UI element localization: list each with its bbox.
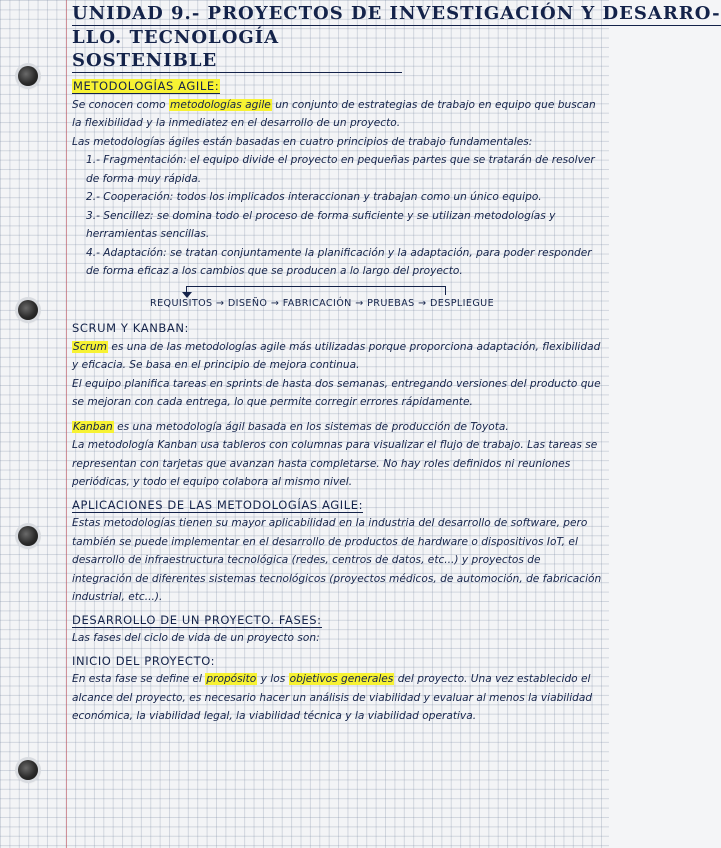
kanban-paragraph-1: Kanban es una metodología ágil basada en los sistemas de producción de Toyota. — [73, 420, 509, 433]
project-intro: Las fases del ciclo de vida de un proyecto son: — [72, 632, 320, 644]
process-flow-diagram — [150, 295, 603, 314]
binder-ring — [18, 760, 38, 780]
heading-project-phases: DESARROLLO DE UN PROYECTO. FASES: — [72, 612, 322, 627]
agile-paragraph-1: Se conocen como metodologías agile un conjunto de estrategias de trabajo en equipo que buscan la flexibilidad y la inmediatez en el desarrollo de un proyecto. — [72, 98, 596, 129]
subheading-project-start: INICIO DEL PROYECTO: — [72, 653, 216, 668]
principle-item-4: 4.- Adaptación: se tratan conjuntamente la planificación y la adaptación, para poder responder de forma eficaz a los cambios que se producen a lo largo del proyecto. — [86, 246, 592, 277]
applications-paragraph: Estas metodologías tienen su mayor aplicabilidad en la industria del desarrollo de software, pero también se puede implementar en el desarrollo de productos de hardware o dispositivos IoT, el desarrollo de infraestructura tecnológica (redes, centros de datos, etc...) y proyectos de integración de diferentes sistemas tecnológicos (proyectos médicos, de automoción, de fabricación industrial, etc...). — [72, 517, 602, 603]
highlight-metodologias-agile: metodologías agile — [170, 98, 271, 111]
highlight-scrum: Scrum — [73, 340, 107, 353]
heading-agile: METODOLOGÍAS AGILE: — [73, 79, 220, 93]
handwritten-notes — [72, 2, 721, 848]
feedback-arrow — [186, 286, 446, 295]
highlight-kanban: Kanban — [73, 420, 113, 433]
scrum-paragraph-2: El equipo planifica tareas en sprints de hasta dos semanas, entregando versiones del producto que se mejoran con cada entrega, lo que permite corregir errores rápidamente. — [72, 377, 601, 408]
agile-paragraph-2: Las metodologías ágiles están basadas en cuatro principios de trabajo fundamentales: — [72, 135, 533, 148]
process-flow-text: REQUISITOS → DISEÑO → FABRICACIÓN → PRUEBAS → DESPLIEGUE — [150, 297, 495, 309]
title-line-2: LLO. TECNOLOGÍA SOSTENIBLE — [72, 26, 402, 73]
binder-ring — [18, 526, 38, 546]
page-title — [72, 2, 721, 73]
scrum-paragraph-1: Scrum es una de las metodologías agile más utilizadas porque proporciona adaptación, flexibilidad y eficacia. Se basa en el principio de mejora continua. — [72, 340, 601, 371]
kanban-paragraph-2: La metodología Kanban usa tableros con columnas para visualizar el flujo de trabajo. Las tareas se representan con tarjetas que avanzan hasta completarse. No hay roles definidos ni reuniones periódicas, y todo el equipo colabora al mismo nivel. — [72, 439, 598, 488]
highlight-objetivos: objetivos generales — [289, 673, 394, 685]
project-start-paragraph: En esta fase se define el propósito y los objetivos generales del proyecto. Una vez establecido el alcance del proyecto, es necesario hacer un análisis de viabilidad y evaluar al menos la viabilidad económica, la viabilidad legal, la viabilidad técnica y la viabilidad operativa. — [72, 673, 593, 722]
binder-ring — [18, 66, 38, 86]
heading-applications: APLICACIONES DE LAS METODOLOGÍAS AGILE: — [72, 497, 364, 512]
principle-item-1: 1.- Fragmentación: el equipo divide el proyecto en pequeñas partes que se tratarán de resolver de forma muy rápida. — [86, 154, 595, 185]
principle-item-3: 3.- Sencillez: se domina todo el proceso de forma suficiente y se utilizan metodologías y herramientas sencillas. — [86, 209, 556, 240]
heading-scrum-kanban: SCRUM Y KANBAN: — [72, 321, 190, 335]
title-line-1: UNIDAD 9.- PROYECTOS DE INVESTIGACIÓN Y DESARRO- — [72, 3, 721, 24]
highlight-proposito: propósito — [206, 673, 257, 685]
binder-ring — [18, 300, 38, 320]
margin-line — [66, 0, 67, 848]
principle-item-2: 2.- Cooperación: todos los implicados interaccionan y trabajan como un único equipo. — [86, 191, 542, 203]
